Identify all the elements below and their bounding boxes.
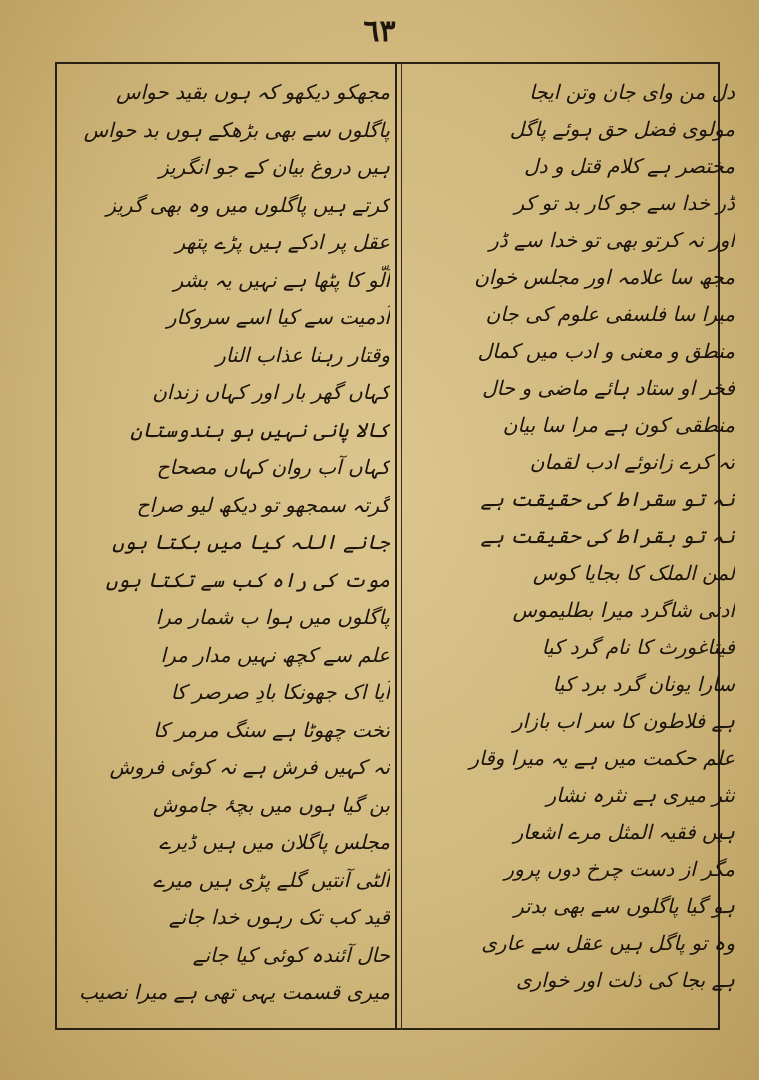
verse-line: گرتہ سمجھو تو دیکھ لیو صراح [136, 492, 390, 517]
verse-line: فیثاغورث کا نام گرد کیا [541, 635, 735, 659]
verse-line: میری قسمت یہی تھی ہے میرا نصیب [79, 980, 390, 1004]
page-number: ٦٣ [363, 14, 396, 49]
verse-line: عقل پر ادکے ہیں پڑے پتھر [175, 230, 390, 254]
verse-line: علم سے کچھ نہیں مدار مرا [160, 642, 390, 667]
verse-line: نہ کہیں فرش ہے نہ کوئی فروش [109, 755, 390, 779]
verse-line: تہ کرے زانوئے ادب لقمان [529, 450, 735, 474]
verse-line: مگر از دست چرخ دوں پرور [504, 857, 735, 881]
verse-line: قید کب تک رہوں خدا جانے [168, 905, 390, 929]
verse-line: پاگلوں میں ہوا ب شمار مرا [155, 605, 390, 629]
verse-line: نثر میری ہے نثرہ نشار [546, 783, 735, 807]
verse-line: ہو گیا پاگلوں سے بھی بدتر [514, 894, 735, 918]
verse-line: ادنی شاگرد میرا بطلیموس [512, 598, 735, 622]
verse-line: کالا پانی نہیں ہو ہندوستان [130, 417, 390, 442]
verse-line: ہے فلاطون کا سر اب بازار [513, 709, 735, 733]
verse-line: سارا یونان گرد برد کیا [552, 672, 735, 696]
verse-line: حال آئندہ کوئی کیا جانے [192, 942, 390, 967]
verse-line: تخت چھوٹا ہے سنگ مرمر کا [153, 717, 390, 742]
verse-line: اُلّو کا پٹھا ہے نہیں یہ بشر [173, 267, 390, 292]
verse-line: موت کی راہ کب سے تکتا ہوں [105, 567, 390, 592]
verse-line: علم حکمت میں ہے یہ میرا وقار [469, 746, 735, 770]
verse-line: مجلس پاگلان میں ہیں ڈیرے [158, 830, 390, 854]
verse-line: وہ تو پاگل ہیں عقل سے عاری [481, 931, 735, 955]
verse-line: ڈر خدا سے جو کار بد تو کر [514, 191, 735, 215]
column-divider [395, 62, 397, 1030]
verse-line: دل من وای جان وتن ایجا [529, 80, 735, 104]
verse-line: مختصر ہے کلام قتل و دل [524, 154, 735, 178]
verse-line: فخر او ستاد ہائے ماضی و حال [482, 376, 735, 400]
verse-line: لمن الملک کا بجایا کوس [532, 561, 735, 585]
verse-line: کہاں آب روان کہاں مصحاح [156, 455, 390, 479]
verse-line: کرتے ہیں پاگلوں میں وہ بھی گریز [106, 192, 390, 217]
verse-line: ہیں فقیہ المثل مرے اشعار [513, 820, 735, 844]
verse-line: منطقی کون ہے مرا سا بیان [502, 413, 735, 437]
verse-line: نہ تو بقراط کی حقیقت ہے [480, 524, 735, 548]
verse-line: ہے بجا کی ذلت اور خواری [515, 968, 735, 992]
verse-line: اُلٹی آنتیں گلے پڑی ہیں میرے [152, 867, 390, 892]
verse-line: ہیں دروغ بیان کے جو انگریز [158, 155, 390, 179]
verse-line: وقتار رہنا عذاب النار [216, 342, 390, 367]
verse-line: کہاں گھر بار اور کہاں زندان [152, 380, 390, 404]
verse-line: آدمیت سے کیا اسے سروکار [166, 305, 390, 329]
verse-line: جانے اللہ کیا میں بکتا ہوں [112, 530, 390, 554]
verse-line: بن گیا ہوں میں بچۂ جاموش [152, 792, 390, 817]
verse-line: نہ تو سقراط کی حقیقت ہے [480, 487, 735, 511]
verse-line: مجھکو دیکھو کہ ہوں بقید حواس [116, 80, 390, 104]
verse-line: مولوی فضل حق ہوئے پاگل [509, 117, 735, 141]
verse-line: مجھ سا علامہ اور مجلس خوان [474, 265, 735, 289]
verse-line: اور نہ کرتو بھی تو خدا سے ڈر [489, 228, 735, 252]
verse-line: منطق و معنی و ادب میں کمال [477, 339, 735, 363]
verse-line: آیا اک جھونکا بادِ صرصر کا [170, 680, 390, 704]
column-divider-inner [401, 62, 402, 1030]
verse-line: میرا سا فلسفی علوم کی جان [485, 302, 735, 326]
verse-line: پاگلوں سے بھی بڑھکے ہوں بد حواس [83, 117, 390, 142]
